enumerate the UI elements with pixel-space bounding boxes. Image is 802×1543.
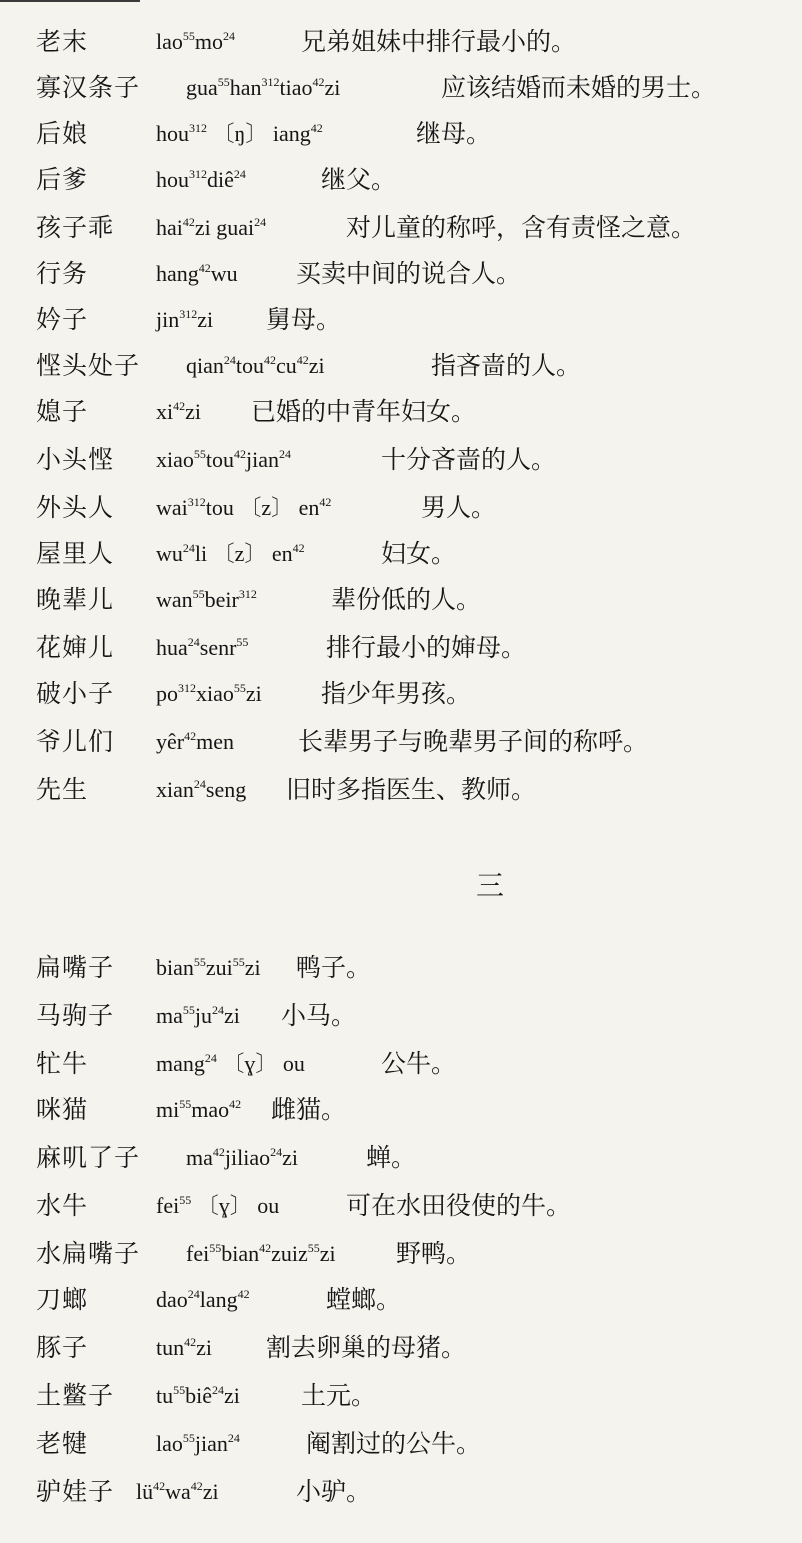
entry-gloss: 已婚的中青年妇女。 [251, 397, 477, 426]
entry [36, 346, 796, 386]
entry-gloss: 割去卵巢的母猪。 [266, 1333, 467, 1362]
entry-gloss: 应该结婚而未婚的男士。 [441, 73, 717, 102]
syllable: tou [235, 353, 265, 378]
entry-term: 土鳖子 [36, 1381, 115, 1410]
tone-number: 42 [184, 729, 197, 743]
entry-term: 后娘 [36, 119, 89, 148]
tone-number: 55 [236, 635, 249, 649]
entry [36, 948, 796, 988]
entry-pronunciation [156, 208, 266, 248]
entry-pronunciation [156, 580, 257, 620]
top-rule [0, 0, 140, 2]
entry-pronunciation [156, 254, 238, 294]
syllable: yêr [156, 729, 185, 754]
tone-number: 42 [292, 541, 305, 555]
entry [36, 300, 796, 340]
syllable: wu [156, 541, 183, 566]
entry [36, 1186, 796, 1226]
entry-term: 扁嘴子 [36, 953, 115, 982]
entry-term: 水牛 [36, 1191, 89, 1220]
syllable: men [196, 729, 234, 754]
tone-number: 24 [212, 1383, 225, 1397]
tone-number: 312 [238, 587, 257, 601]
entry-pronunciation [156, 440, 291, 480]
tone-number: 24 [254, 215, 267, 229]
tone-number: 312 [189, 167, 207, 181]
entry-gloss: 旧时多指医生、教师。 [286, 775, 537, 804]
syllable: po [156, 681, 178, 706]
syllable: lao [156, 29, 183, 54]
entry-gloss: 对儿童的称呼，含有责怪之意。 [346, 213, 697, 242]
tone-number: 24 [233, 167, 246, 181]
entry-term: 破小子 [36, 679, 115, 708]
tone-number: 55 [209, 1241, 222, 1255]
syllable: 〔ɣ〕 ou [216, 1051, 305, 1076]
syllable: jian [194, 1431, 228, 1456]
syllable: zi [319, 1241, 336, 1266]
entry [36, 1424, 796, 1464]
entry-pronunciation [156, 160, 246, 200]
entry-pronunciation [156, 392, 201, 432]
entry-term: 寡汉条子 [36, 73, 141, 102]
tone-number: 55 [192, 587, 205, 601]
entry-gloss: 小马。 [281, 1001, 357, 1030]
syllable: hou [156, 167, 189, 192]
tone-number: 24 [182, 541, 195, 555]
entry-pronunciation [156, 534, 305, 574]
syllable: wan [156, 587, 193, 612]
entry-pronunciation [156, 674, 262, 714]
entry-pronunciation [156, 488, 331, 528]
entry [36, 68, 796, 108]
tone-number: 55 [307, 1241, 320, 1255]
entry-pronunciation [156, 996, 240, 1036]
entry-pronunciation [156, 1044, 305, 1084]
entry-gloss: 排行最小的婶母。 [326, 633, 527, 662]
entry [36, 1328, 796, 1368]
entry [36, 770, 796, 810]
entry [36, 440, 796, 480]
syllable: ma [186, 1145, 213, 1170]
syllable: mo [194, 29, 224, 54]
entry-pronunciation [136, 1472, 219, 1512]
entry-pronunciation [156, 1280, 250, 1320]
syllable: lang [199, 1287, 238, 1312]
entry-gloss: 辈份低的人。 [331, 585, 482, 614]
syllable: bian [221, 1241, 260, 1266]
tone-number: 312 [179, 307, 198, 321]
syllable: wai [156, 495, 188, 520]
tone-number: 55 [193, 447, 206, 461]
entry-gloss: 继父。 [321, 165, 397, 194]
syllable: beir [204, 587, 239, 612]
syllable: xian [156, 777, 194, 802]
entry-pronunciation [156, 1090, 241, 1130]
tone-number: 42 [173, 399, 186, 413]
tone-number: 24 [279, 447, 292, 461]
syllable: li 〔z〕 en [194, 541, 293, 566]
entry [36, 580, 796, 620]
entry [36, 1090, 796, 1130]
syllable: ju [194, 1003, 213, 1028]
tone-number: 24 [187, 635, 200, 649]
tone-number: 24 [270, 1145, 283, 1159]
entry-term: 先生 [36, 775, 89, 804]
tone-number: 55 [179, 1097, 192, 1111]
syllable: han [229, 75, 262, 100]
syllable: 〔ɣ〕 ou [191, 1193, 280, 1218]
tone-number: 42 [229, 1097, 242, 1111]
entry-term: 咪猫 [36, 1095, 89, 1124]
syllable: hai [156, 215, 183, 240]
entry-pronunciation [156, 722, 234, 762]
entry-gloss: 十分吝啬的人。 [381, 445, 557, 474]
entry-term: 小头悭 [36, 445, 115, 474]
entry-pronunciation [156, 22, 235, 62]
entry-term: 悭头处子 [36, 351, 141, 380]
entry [36, 1472, 796, 1512]
entry-term: 水扁嘴子 [36, 1239, 141, 1268]
entry-gloss: 长辈男子与晚辈男子间的称呼。 [298, 727, 649, 756]
tone-number: 42 [212, 1145, 225, 1159]
entry-term: 驴娃子 [36, 1477, 115, 1506]
tone-number: 24 [227, 1431, 240, 1445]
syllable: zi [197, 307, 214, 332]
entry-term: 爷儿们 [36, 727, 115, 756]
syllable: wa [165, 1479, 191, 1504]
tone-number: 42 [153, 1479, 166, 1493]
syllable: tou 〔z〕 en [205, 495, 320, 520]
syllable: zi [224, 1383, 240, 1408]
entry-term: 外头人 [36, 493, 115, 522]
entry-gloss: 雌猫。 [271, 1095, 347, 1124]
tone-number: 24 [193, 777, 206, 791]
tone-number: 55 [173, 1383, 186, 1397]
syllable: fei [156, 1193, 180, 1218]
syllable: hang [156, 261, 199, 286]
tone-number: 24 [223, 29, 236, 43]
syllable: ma [156, 1003, 183, 1028]
entry-pronunciation [186, 1138, 298, 1178]
entry [36, 22, 796, 62]
syllable: zi [324, 75, 341, 100]
syllable: tun [156, 1335, 185, 1360]
entry-gloss: 指少年男孩。 [321, 679, 472, 708]
syllable: mao [191, 1097, 230, 1122]
tone-number: 42 [264, 353, 277, 367]
entry [36, 722, 796, 762]
entry-term: 孩子乖 [36, 213, 115, 242]
tone-number: 55 [232, 955, 245, 969]
tone-number: 24 [204, 1051, 217, 1065]
syllable: fei [186, 1241, 210, 1266]
entry-pronunciation [156, 1376, 240, 1416]
entry-gloss: 公牛。 [381, 1049, 457, 1078]
syllable: zi [202, 1479, 219, 1504]
tone-number: 55 [182, 1431, 195, 1445]
entry-gloss: 蝉。 [366, 1143, 417, 1172]
entry [36, 1376, 796, 1416]
entry [36, 534, 796, 574]
tone-number: 312 [187, 495, 206, 509]
syllable: xiao [196, 681, 234, 706]
tone-number: 55 [193, 955, 206, 969]
section-heading: 三 [475, 869, 504, 902]
tone-number: 55 [179, 1193, 192, 1207]
syllable: 〔ŋ〕 iang [207, 121, 311, 146]
entry-term: 牤牛 [36, 1049, 89, 1078]
entry [36, 160, 796, 200]
entry-gloss: 买卖中间的说合人。 [296, 259, 522, 288]
tone-number: 55 [233, 681, 246, 695]
syllable: jian [246, 447, 280, 472]
syllable: dao [156, 1287, 188, 1312]
syllable: hua [156, 635, 188, 660]
entry [36, 488, 796, 528]
entry-gloss: 指吝啬的人。 [431, 351, 582, 380]
entry-term: 行务 [36, 259, 89, 288]
entry-term: 媳子 [36, 397, 89, 426]
entry [36, 996, 796, 1036]
syllable: hou [156, 121, 189, 146]
entry [36, 254, 796, 294]
entry [36, 114, 796, 154]
entry-gloss: 野鸭。 [396, 1239, 472, 1268]
entry-gloss: 鸭子。 [296, 953, 372, 982]
tone-number: 24 [212, 1003, 225, 1017]
entry-term: 晚辈儿 [36, 585, 115, 614]
entry-gloss: 妇女。 [381, 539, 457, 568]
entry-pronunciation [156, 114, 323, 154]
entry-term: 老犍 [36, 1429, 89, 1458]
entry-term: 妗子 [36, 305, 89, 334]
syllable: zi [282, 1145, 298, 1170]
syllable: zuiz [271, 1241, 308, 1266]
syllable: zi [245, 681, 262, 706]
tone-number: 24 [223, 353, 236, 367]
entry-gloss: 可在水田役使的牛。 [346, 1191, 572, 1220]
tone-number: 24 [187, 1287, 200, 1301]
syllable: gua [186, 75, 218, 100]
syllable: zi [224, 1003, 240, 1028]
syllable: senr [199, 635, 237, 660]
entry-term: 麻叽了子 [36, 1143, 141, 1172]
entry-term: 老末 [36, 27, 89, 56]
tone-number: 312 [178, 681, 196, 695]
tone-number: 42 [190, 1479, 203, 1493]
entry-pronunciation [156, 1328, 212, 1368]
entry-pronunciation [186, 68, 340, 108]
tone-number: 42 [237, 1287, 250, 1301]
tone-number: 42 [310, 121, 323, 135]
entry-gloss: 土元。 [301, 1381, 377, 1410]
entry-gloss: 小驴。 [296, 1477, 372, 1506]
syllable: cu [276, 353, 297, 378]
syllable: zi [308, 353, 325, 378]
entry [36, 392, 796, 432]
syllable: biê [185, 1383, 213, 1408]
entry-pronunciation [156, 628, 248, 668]
tone-number: 42 [312, 75, 325, 89]
entry [36, 208, 796, 248]
entry-term: 豚子 [36, 1333, 89, 1362]
syllable: lü [136, 1479, 154, 1504]
syllable: mang [156, 1051, 205, 1076]
entry-pronunciation [156, 1186, 279, 1226]
tone-number: 42 [184, 1335, 197, 1349]
entry [36, 628, 796, 668]
entry-term: 后爹 [36, 165, 89, 194]
entry-pronunciation [156, 770, 246, 810]
entry-term: 花婶儿 [36, 633, 115, 662]
syllable: wu [210, 261, 238, 286]
entry-gloss: 兄弟姐妹中排行最小的。 [301, 27, 577, 56]
syllable: xiao [156, 447, 194, 472]
tone-number: 42 [296, 353, 309, 367]
entry-pronunciation [156, 300, 213, 340]
syllable: xi [156, 399, 174, 424]
entry [36, 1138, 796, 1178]
tone-number: 42 [259, 1241, 272, 1255]
tone-number: 42 [319, 495, 332, 509]
tone-number: 42 [182, 215, 195, 229]
entry-pronunciation [186, 346, 325, 386]
tone-number: 55 [182, 1003, 195, 1017]
syllable: lao [156, 1431, 183, 1456]
entry-gloss: 螳螂。 [326, 1285, 402, 1314]
syllable: mi [156, 1097, 180, 1122]
syllable: zi [196, 1335, 213, 1360]
tone-number: 55 [217, 75, 230, 89]
entry-pronunciation [186, 1234, 336, 1274]
syllable: zi [185, 399, 202, 424]
entry-term: 屋里人 [36, 539, 115, 568]
syllable: bian [156, 955, 194, 980]
syllable: jiliao [224, 1145, 271, 1170]
entry [36, 1044, 796, 1084]
entry-gloss: 舅母。 [266, 305, 342, 334]
syllable: tu [156, 1383, 174, 1408]
syllable: zi guai [194, 215, 255, 240]
entry [36, 1280, 796, 1320]
entry [36, 1234, 796, 1274]
entry-pronunciation [156, 1424, 240, 1464]
syllable: tou [205, 447, 235, 472]
tone-number: 42 [234, 447, 247, 461]
entry-gloss: 阉割过的公牛。 [306, 1429, 482, 1458]
syllable: diê [207, 167, 234, 192]
entry-pronunciation [156, 948, 261, 988]
tone-number: 42 [198, 261, 211, 275]
tone-number: 55 [182, 29, 195, 43]
tone-number: 312 [261, 75, 280, 89]
syllable: seng [205, 777, 247, 802]
syllable: tiao [279, 75, 313, 100]
entry-gloss: 男人。 [421, 493, 497, 522]
entry [36, 674, 796, 714]
syllable: jin [156, 307, 180, 332]
syllable: qian [186, 353, 224, 378]
entry-term: 刀螂 [36, 1285, 89, 1314]
entry-term: 马驹子 [36, 1001, 115, 1030]
tone-number: 312 [189, 121, 207, 135]
syllable: zi [244, 955, 261, 980]
entry-gloss: 继母。 [416, 119, 492, 148]
syllable: zui [205, 955, 233, 980]
